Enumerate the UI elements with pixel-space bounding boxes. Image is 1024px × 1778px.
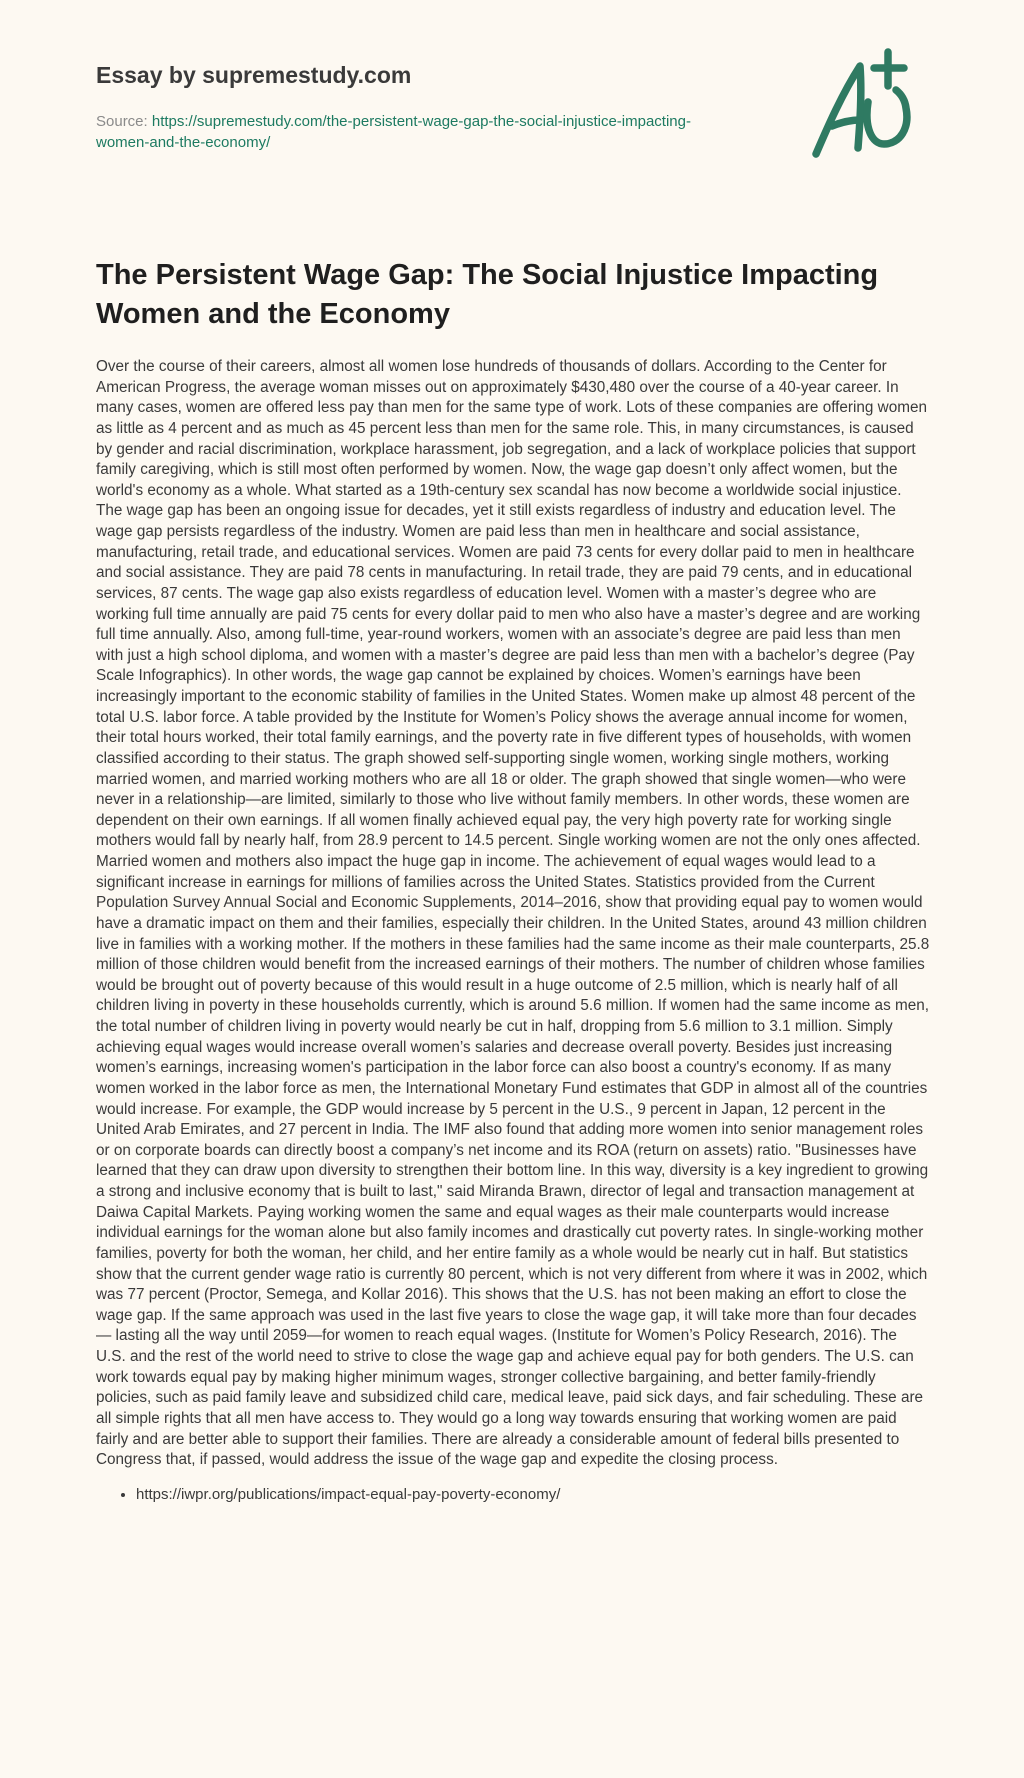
- source-line: [96, 111, 736, 153]
- site-header: [96, 0, 928, 250]
- site-brand: Essay by supremestudy.com: [96, 62, 412, 88]
- essay-title: The Persistent Wage Gap: The Social Injustice Impacting Women and the Economy: [96, 259, 879, 330]
- reference-item: • https://iwpr.org/publications/impact-equal-pay-poverty-economy/: [136, 1484, 928, 1506]
- a-plus-logo-icon: [802, 44, 920, 164]
- essay-main: [96, 250, 928, 1506]
- essay-body: Over the course of their careers, almost all women lose hundreds of thousands of dollars. According to the Center for American Progress, the average woman misses out on approximately $430,480 over the course of a 40-year career. In many cases, women are offered less pay than men for the same type of work. Lots of these companies are offering women as little as 4 percent and as much as 45 percent less than men for the same role. This, in many circumstances, is caused by gender and racial discrimination, workplace harassment, job segregation, and a lack of workplace policies that support family caregiving, which is still most often performed by women. Now, the wage gap doesn’t only affect women, but the world's economy as a whole. What started as a 19th-century sex scandal has now become a worldwide social injustice. The wage gap has been an ongoing issue for decades, yet it still exists regardless of industry and education level. The wage gap persists regardless of the industry. Women are paid less than men in healthcare and social assistance, manufacturing, retail trade, and educational services. Women are paid 73 cents for every dollar paid to men in healthcare and social assistance. They are paid 78 cents in manufacturing. In retail trade, they are paid 79 cents, and in educational services, 87 cents. The wage gap also exists regardless of education level. Women with a master’s degree who are working full time annually are paid 75 cents for every dollar paid to men who also have a master’s degree and are working full time annually. Also, among full-time, year-round workers, women with an associate’s degree are paid less than men with just a high school diploma, and women with a master’s degree are paid less than men with a bachelor’s degree (Pay Scale Infographics). In other words, the wage gap cannot be explained by choices. Women’s earnings have been increasingly important to the economic stability of families in the United States. Women make up almost 48 percent of the total U.S. labor force. A table provided by the Institute for Women’s Policy shows the average annual income for women, their total hours worked, their total family earnings, and the poverty rate in five different types of households, with women classified according to their status. The graph showed self-supporting single women, working single mothers, working married women, and married working mothers who are all 18 or older. The graph showed that single women—who were never in a relationship—are limited, similarly to those who live without family members. In other words, these women are dependent on their own earnings. If all women finally achieved equal pay, the very high poverty rate for working single mothers would fall by nearly half, from 28.9 percent to 14.5 percent. Single working women are not the only ones affected. Married women and mothers also impact the huge gap in income. The achievement of equal wages would lead to a significant increase in earnings for millions of families across the United States. Statistics provided from the Current Population Survey Annual Social and Economic Supplements, 2014–2016, show that providing equal pay to women would have a dramatic impact on them and their families, especially their children. In the United States, around 43 million children live in families with a working mother. If the mothers in these families had the same income as their male counterparts, 25.8 million of those children would benefit from the increased earnings of their mothers. The number of children whose families would be brought out of poverty because of this would result in a huge outcome of 2.5 million, which is nearly half of all children living in poverty in these households currently, which is around 5.6 million. If women had the same income as men, the total number of children living in poverty would nearly be cut in half, dropping from 5.6 million to 3.1 million. Simply achieving equal wages would increase overall women’s salaries and decrease overall poverty. Besides just increasing women’s earnings, increasing women's participation in the labor force can also boost a country's economy. If as many women worked in the labor force as men, the International Monetary Fund estimates that GDP in almost all of the countries would increase. For example, the GDP would increase by 5 percent in the U.S., 9 percent in Japan, 12 percent in the United Arab Emirates, and 27 percent in India. The IMF also found that adding more women into senior management roles or on corporate boards can directly boost a company’s net income and its ROA (return on assets) ratio. "Businesses have learned that they can draw upon diversity to strengthen their bottom line. In this way, diversity is a key ingredient to growing a strong and inclusive economy that is built to last," said Miranda Brawn, director of legal and transaction management at Daiwa Capital Markets. Paying working women the same and equal wages as their male counterparts would increase individual earnings for the woman alone but also family incomes and drastically cut poverty rates. In single-working mother families, poverty for both the woman, her child, and her entire family as a whole would be nearly cut in half. But statistics show that the current gender wage ratio is currently 80 percent, which is not very different from where it was in 2002, which was 77 percent (Proctor, Semega, and Kollar 2016). This shows that the U.S. has not been making an effort to close the wage gap. If the same approach was used in the last five years to close the wage gap, it will take more than four decades— lasting all the way until 2059—for women to reach equal wages. (Institute for Women’s Policy Research, 2016). The U.S. and the rest of the world need to strive to close the wage gap and achieve equal pay for both genders. The U.S. can work towards equal pay by making higher minimum wages, stronger collective bargaining, and better family-friendly policies, such as paid family leave and subsidized child care, medical leave, paid sick days, and fair scheduling. These are all simple rights that all men have access to. They would go a long way towards ensuring that working women are paid fairly and are better able to support their families. There are already a considerable amount of federal bills presented to Congress that, if passed, would address the issue of the wage gap and expedite the closing process.: [96, 358, 930, 1469]
- source-label: Source:: [96, 113, 148, 130]
- reference-list: [96, 1484, 928, 1506]
- source-link[interactable]: https://supremestudy.com/the-persistent-wage-gap-the-social-injustice-impacting-women-and-the-economy/: [96, 113, 691, 151]
